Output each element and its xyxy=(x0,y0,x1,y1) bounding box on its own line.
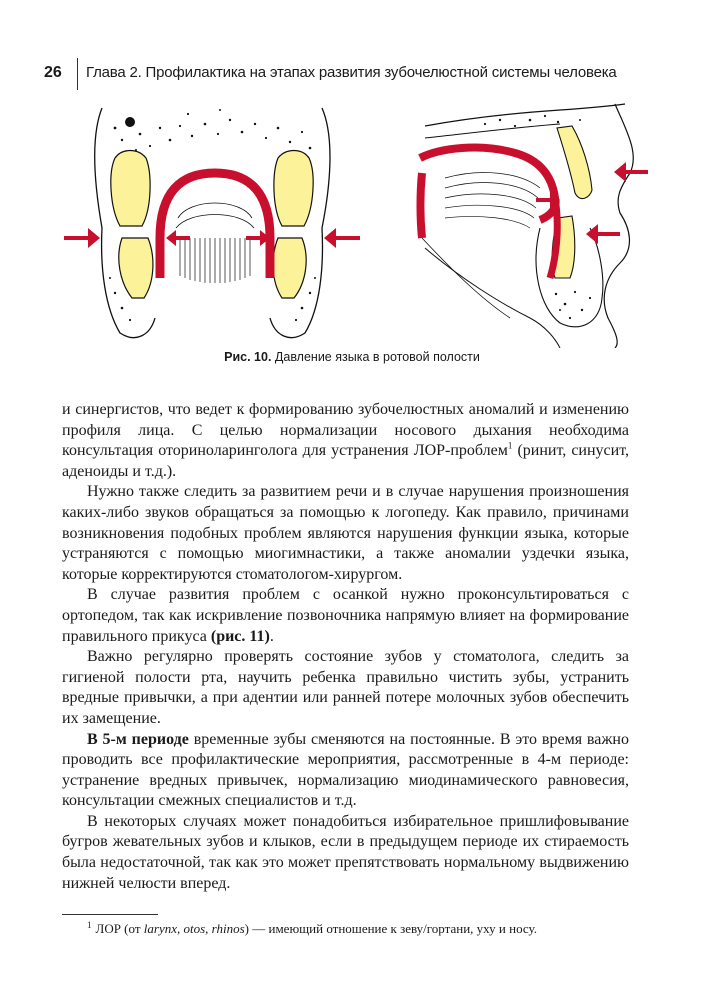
pressure-arrow-icon xyxy=(536,162,648,244)
running-header xyxy=(44,58,654,88)
header-divider xyxy=(77,58,78,90)
body-text xyxy=(62,400,629,894)
chapter-title: Глава 2. Профилактика на этапах развития зубочелюстной системы человека xyxy=(86,64,617,81)
paragraph xyxy=(62,400,629,482)
figure-label: Рис. 10. xyxy=(224,350,272,364)
pressure-arrow-icon xyxy=(64,228,360,248)
frontal-section-diagram xyxy=(64,108,360,338)
footnote-text: ) — имеющий отношение к зеву/гортани, уху и носу. xyxy=(244,921,537,936)
figure-caption xyxy=(0,350,704,364)
footnote-terms: larynx, otos, rhinos xyxy=(143,921,245,936)
figure-reference: (рис. 11) xyxy=(210,627,270,645)
paragraph-text: В случае развития проблем с осанкой нужно проконсультироваться с ортопедом, так как искривление позвоночника напрямую влияет на формирование правильного прикуса xyxy=(62,586,629,645)
sagittal-section-diagram xyxy=(420,104,648,348)
figure-caption-text: Давление языка в ротовой полости xyxy=(274,350,480,364)
paragraph-text: . xyxy=(269,627,274,645)
footnote-ref: 1 xyxy=(507,440,513,451)
figure-tongue-pressure xyxy=(60,98,650,348)
paragraph-text: временные зубы сменяются на постоянные. В это время важно проводить все профилактические мероприятия, рассмотренные в 4-м периоде: устранение вредных привычек, нормализацию миодинамического равновесия, консультации смежных специалистов и т.д. xyxy=(62,730,629,810)
paragraph xyxy=(62,585,629,647)
period-heading: В 5-м периоде xyxy=(87,730,189,748)
paragraph xyxy=(62,730,629,812)
paragraph-text: (ринит, синусит, аденоиды и т.д.). xyxy=(62,442,630,480)
paragraph: В некоторых случаях может понадобиться избирательное пришлифовывание бугров жевательных зубов и клыков, если в предыдущем периоде их стираемость была недостаточной, так как это может препятствовать нормальному выдвижению нижней челюсти вперед. xyxy=(62,812,629,892)
footnote-marker: 1 xyxy=(87,919,92,930)
page-number: 26 xyxy=(44,64,62,81)
paragraph-text: и синергистов, что ведет к формированию зубочелюстных аномалий и изменению профиля лица. С целью нормализации носового дыхания необходима консультация оториноларинголога для устранения ЛОР-проблем xyxy=(62,401,629,460)
paragraph: Важно регулярно проверять состояние зубов у стоматолога, следить за гигиеной полости рта, научить ребенка правильно чистить зубы, устранить вредные привычки, а при адентии или ранней потере молочных зубов обеспечить их замещение. xyxy=(62,648,629,727)
footnote-divider xyxy=(62,914,158,915)
footnote xyxy=(62,921,642,937)
footnote-text: ЛОР (от xyxy=(95,921,144,936)
paragraph: Нужно также следить за развитием речи и в случае нарушения произношения каких-либо звуков обращаться за помощью к логопеду. Как правило, причинами возникновения подобных проблем являются нарушения функции языка, которые устраняются с помощью миогимнастики, а также аномалии уздечки языка, которые корректируются стоматологом-хирургом. xyxy=(62,483,629,583)
